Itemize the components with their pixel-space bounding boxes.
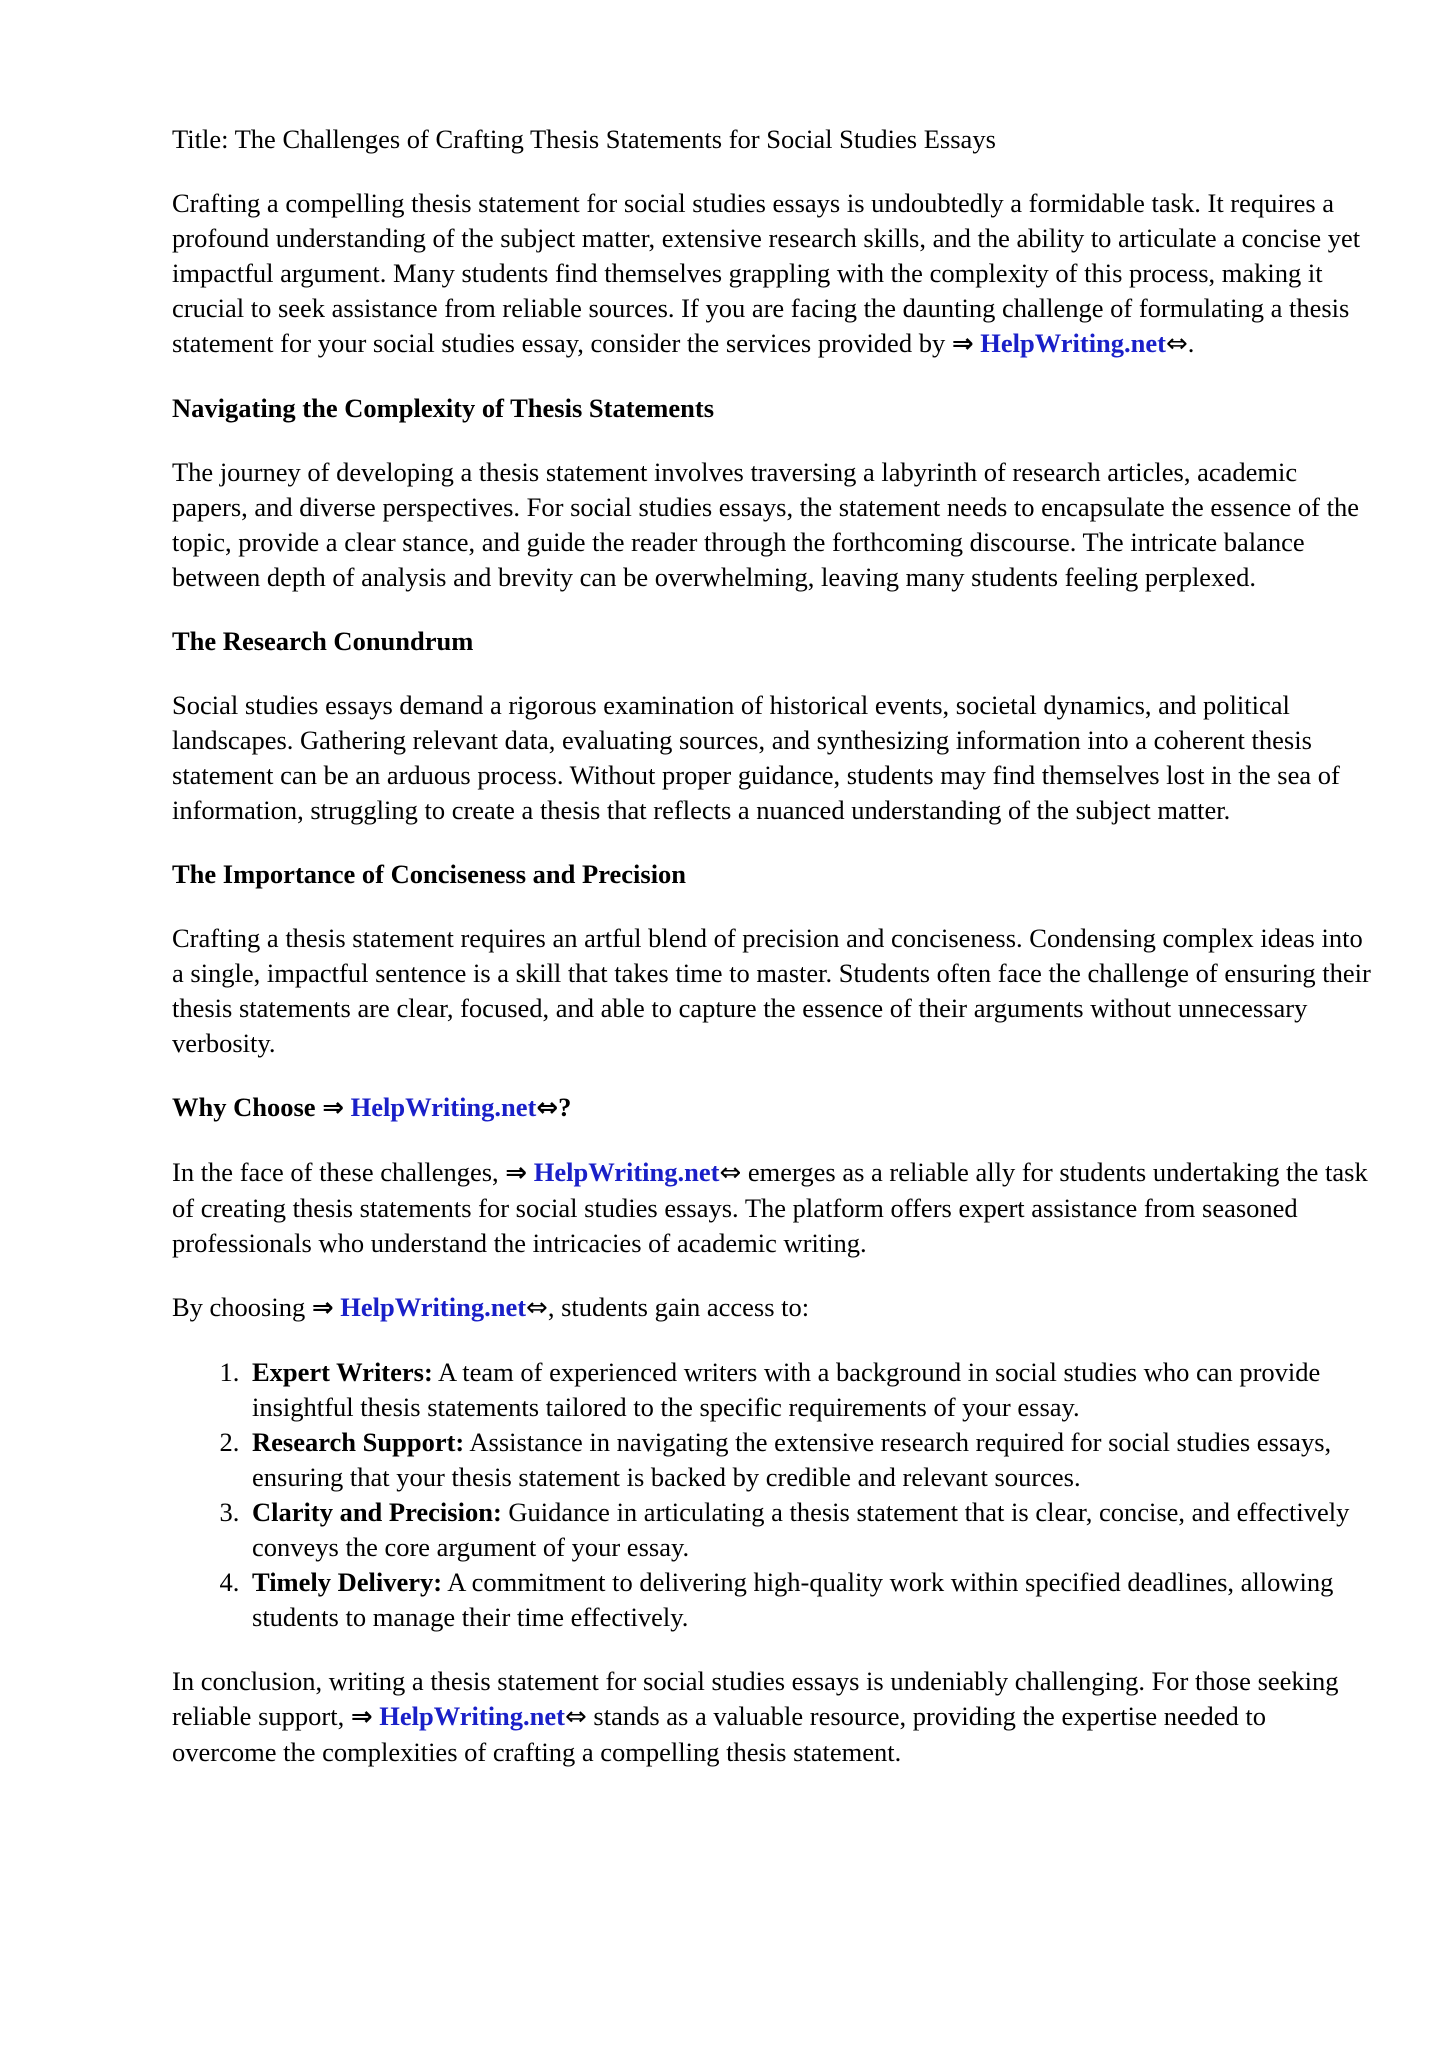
double-arrow-icon: ⇔ (526, 1293, 548, 1323)
why-p1-after: emerges as a reliable ally for students undertaking the task of creating thesis statements for social studies essays. The platform offers expert assistance from seasoned professionals who understand the intricacies of academic writing. (172, 1157, 1368, 1258)
benefit-term: Research Support: (252, 1427, 465, 1457)
benefit-desc: Guidance in articulating a thesis statement that is clear, concise, and effectively conveys the core argument of your essay. (252, 1497, 1350, 1562)
section-heading-complexity: Navigating the Complexity of Thesis Statements (172, 393, 715, 423)
why-paragraph-1 (172, 1155, 1372, 1261)
section-heading-conciseness: The Importance of Conciseness and Precision (172, 859, 687, 889)
section-heading-research: The Research Conundrum (172, 626, 474, 656)
intro-paragraph (172, 186, 1372, 362)
benefit-desc: Assistance in navigating the extensive research required for social studies essays, ensuring that your thesis statement is backed by credible and relevant sources. (252, 1427, 1332, 1492)
benefit-term: Clarity and Precision: (252, 1497, 502, 1527)
why-p2-after: , students gain access to: (547, 1292, 810, 1322)
intro-after: . (1187, 328, 1195, 358)
list-item (246, 1565, 1372, 1635)
benefit-term: Expert Writers: (252, 1357, 433, 1387)
arrow-right-icon: ⇒ (951, 329, 974, 359)
why-heading-after: ? (558, 1092, 572, 1122)
helpwriting-link[interactable]: HelpWriting.net (533, 1157, 720, 1187)
section-heading-why-choose (172, 1090, 1372, 1126)
list-item (246, 1425, 1372, 1495)
why-heading-before: Why Choose (172, 1092, 323, 1122)
conclusion-before: In conclusion, writing a thesis statement for social studies essays is undeniably challenging. For those seeking reliable support, (172, 1666, 1339, 1731)
arrow-right-icon: ⇒ (350, 1702, 373, 1732)
benefits-list (172, 1355, 1372, 1635)
section-body-research: Social studies essays demand a rigorous examination of historical events, societal dynamics, and political landscapes. Gathering relevant data, evaluating sources, and synthesizing information into a coherent thesis statement can be an arduous process. Without proper guidance, students may find themselves lost in the sea of information, struggling to create a thesis that reflects a nuanced understanding of the subject matter. (172, 690, 1340, 825)
why-p2-before: By choosing (172, 1292, 312, 1322)
arrow-right-icon: ⇒ (311, 1293, 334, 1323)
arrow-right-icon: ⇒ (505, 1158, 528, 1188)
document-page (172, 122, 1372, 1799)
why-p1-before: In the face of these challenges, (172, 1157, 506, 1187)
helpwriting-link[interactable]: HelpWriting.net (379, 1701, 565, 1731)
arrow-right-icon: ⇒ (322, 1093, 344, 1123)
benefit-term: Timely Delivery: (252, 1567, 443, 1597)
why-paragraph-2 (172, 1290, 1372, 1326)
helpwriting-link[interactable]: HelpWriting.net (340, 1292, 527, 1322)
conclusion-paragraph (172, 1664, 1372, 1770)
list-item (246, 1355, 1372, 1425)
list-item (246, 1495, 1372, 1565)
benefit-desc: A commitment to delivering high-quality work within specified deadlines, allowing students to manage their time effectively. (252, 1567, 1334, 1632)
double-arrow-icon: ⇔ (719, 1158, 742, 1188)
double-arrow-icon: ⇔ (536, 1093, 559, 1123)
document-title: Title: The Challenges of Crafting Thesis Statements for Social Studies Essays (172, 124, 996, 154)
helpwriting-link[interactable]: HelpWriting.net (350, 1092, 537, 1122)
section-body-complexity: The journey of developing a thesis statement involves traversing a labyrinth of research articles, academic papers, and diverse perspectives. For social studies essays, the statement needs to encapsulate the essence of the topic, provide a clear stance, and guide the reader through the forthcoming discourse. The intricate balance between depth of analysis and brevity can be overwhelming, leaving many students feeling perplexed. (172, 457, 1359, 592)
intro-text: Crafting a compelling thesis statement for social studies essays is undoubtedly a formidable task. It requires a profound understanding of the subject matter, extensive research skills, and the ability to articulate a concise yet impactful argument. Many students find themselves grappling with the complexity of this process, making it crucial to seek assistance from reliable sources. If you are facing the daunting challenge of formulating a thesis statement for your social studies essay, consider the services provided by (172, 188, 1361, 358)
benefit-desc: A team of experienced writers with a background in social studies who can provide insightful thesis statements tailored to the specific requirements of your essay. (252, 1357, 1321, 1422)
section-body-conciseness: Crafting a thesis statement requires an artful blend of precision and conciseness. Condensing complex ideas into a single, impactful sentence is a skill that takes time to master. Students often face the challenge of ensuring their thesis statements are clear, focused, and able to capture the essence of their arguments without unnecessary verbosity. (172, 923, 1371, 1058)
double-arrow-icon: ⇔ (1166, 329, 1188, 359)
helpwriting-link[interactable]: HelpWriting.net (980, 328, 1166, 358)
conclusion-after: stands as a valuable resource, providing the expertise needed to overcome the complexities of crafting a compelling thesis statement. (172, 1701, 1266, 1767)
double-arrow-icon: ⇔ (565, 1702, 587, 1732)
